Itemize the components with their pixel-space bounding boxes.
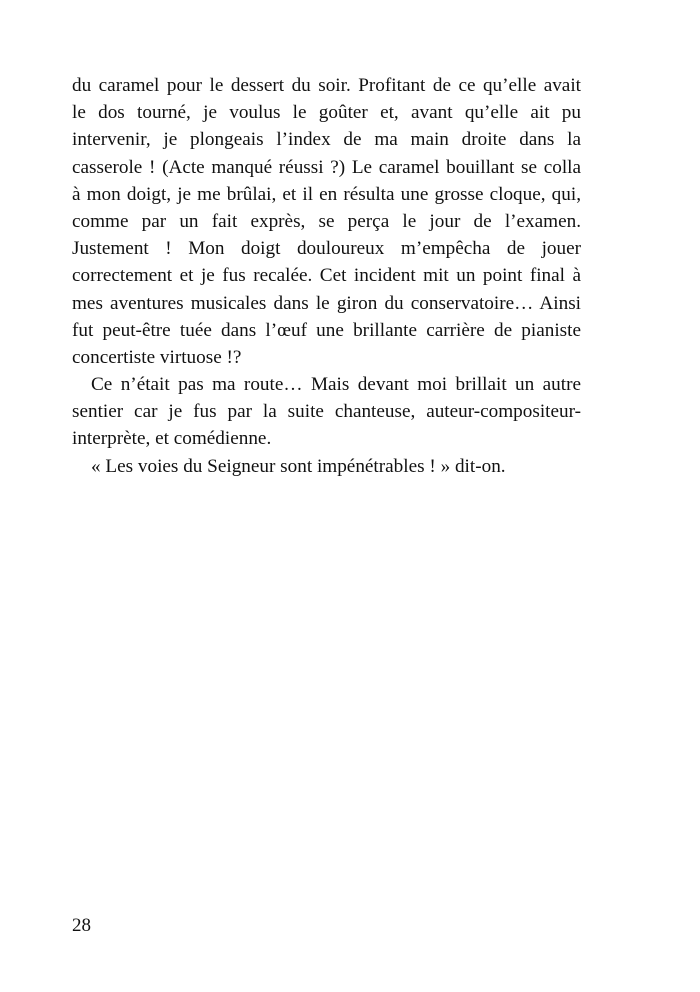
- page-number: 28: [72, 915, 91, 936]
- paragraph: [72, 453, 581, 480]
- text-line: concertiste virtuose !?: [72, 346, 242, 368]
- text-line: fut peut-être tuée dans l’œuf une brillante carrière de pianiste: [72, 319, 581, 341]
- text-line: sentier car je fus par la suite chanteuse, auteur-compositeur-: [72, 401, 581, 423]
- text-line: du caramel pour le dessert du soir. Profitant de ce qu’elle avait: [72, 75, 581, 96]
- text-line: Justement ! Mon doigt douloureux m’empêcha de jouer: [72, 238, 581, 260]
- text-line: à mon doigt, je me brûlai, et il en résulta une grosse cloque, qui,: [72, 183, 581, 205]
- paragraph: [72, 72, 581, 371]
- text-line: Ce n’était pas ma route… Mais devant moi brillait un autre: [91, 374, 581, 396]
- text-line: le dos tourné, je voulus le goûter et, avant qu’elle ait pu: [72, 102, 581, 124]
- text-line: interprète, et comédienne.: [72, 428, 272, 450]
- body-text: [72, 72, 581, 480]
- text-line: mes aventures musicales dans le giron du conservatoire… Ainsi: [72, 292, 581, 314]
- text-line: casserole ! (Acte manqué réussi ?) Le caramel bouillant se colla: [72, 156, 581, 178]
- paragraph: [72, 371, 581, 453]
- text-line: « Les voies du Seigneur sont impénétrables ! » dit-on.: [91, 455, 506, 477]
- text-line: intervenir, je plongeais l’index de ma main droite dans la: [72, 129, 581, 151]
- text-line: comme par un fait exprès, se perça le jour de l’examen.: [72, 210, 581, 232]
- text-line: correctement et je fus recalée. Cet incident mit un point final à: [72, 265, 581, 287]
